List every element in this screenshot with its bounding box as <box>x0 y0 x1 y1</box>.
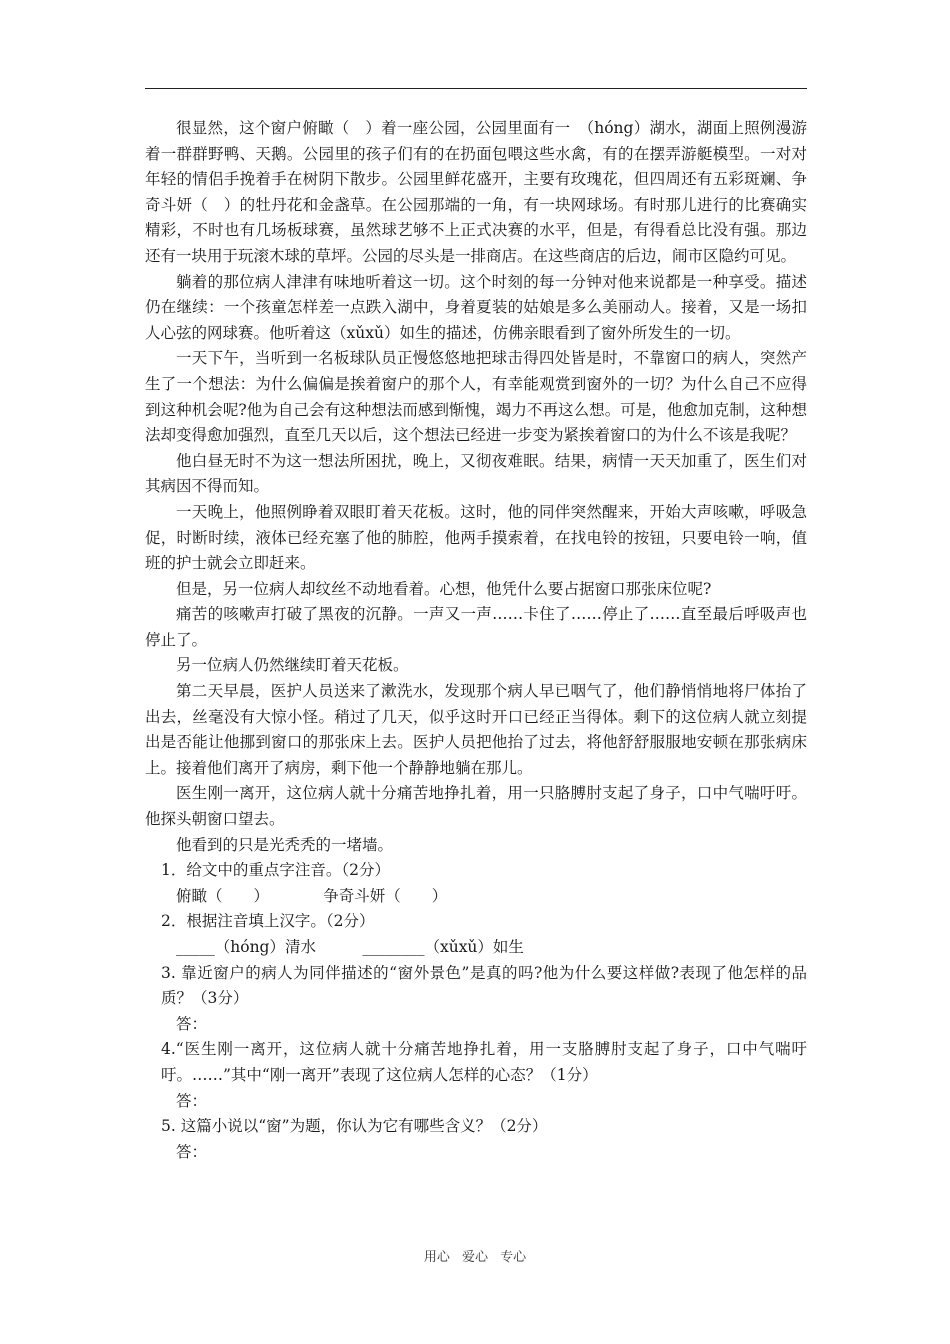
paragraph: 第二天早晨，医护人员送来了漱洗水，发现那个病人早已咽气了，他们静悄悄地将尸体抬了出去，丝毫没有大惊小怪。稍过了几天，似乎这时开口已经正当得体。剩下的这位病人就立刻提出是否能让他挪到窗口的那张床上去。医护人员把他抬了过去，将他舒舒服服地安顿在那张病床上。接着他们离开了病房，剩下他一个静静地躺在那儿。 <box>145 682 807 777</box>
question-5: 5. 这篇小说以“窗”为题，你认为它有哪些含义？（2分） <box>161 1117 548 1136</box>
paragraph: 但是，另一位病人却纹丝不动地看着。心想，他凭什么要占据窗口那张床位呢? <box>176 579 712 598</box>
paragraph: 一天晚上，他照例睁着双眼盯着天花板。这时，他的同伴突然醒来，开始大声咳嗽，呼吸急促，时断时续，液体已经充塞了他的肺腔，他两手摸索着，在找电铃的按钮，只要电铃一响，值班的护士就会立即赶来。 <box>145 502 807 573</box>
question-3: 3. 靠近窗户的病人为同伴描述的“窗外景色”是真的吗?他为什么要这样做?表现了他怎样的品质？（3分） <box>161 963 807 1008</box>
header-rule <box>145 88 807 89</box>
paragraph: 他看到的只是光秃秃的一堵墙。 <box>176 835 394 854</box>
paragraph: 他白昼无时不为这一想法所困扰，晚上，又彻夜难眠。结果，病情一天天加重了，医生们对其病因不得而知。 <box>145 451 807 496</box>
answer-line-1: 俯瞰（ ） 争奇斗妍（ ） <box>176 886 448 905</box>
page-footer: 用心 爱心 专心 <box>423 1250 527 1265</box>
paragraph: 很显然，这个窗户俯瞰（ ）着一座公园，公园里面有一 （hóng）湖水，湖面上照例漫游着一群群野鸭、天鹅。公园里的孩子们有的在扔面包喂这些水禽，有的在摆弄游艇模型。一对对年轻的情侣手挽着手在树阴下散步。公园里鲜花盛开，主要有玫瑰花，但四周还有五彩斑斓、争奇斗妍（ ）的牡丹花和金盏草。在公园那端的一角，有一块网球场。有时那儿进行的比赛确实精彩，不时也有几场板球赛，虽然球艺够不上正式决赛的水平，但是，有得看总比没有强。那边还有一块用于玩滚木球的草坪。公园的尽头是一排商店。在这些商店的后边，闹市区隐约可见。 <box>145 119 807 265</box>
paragraph: 一天下午，当听到一名板球队员正慢悠悠地把球击得四处皆是时，不靠窗口的病人，突然产生了一个想法：为什么偏偏是挨着窗户的那个人，有幸能观赏到窗外的一切？为什么自己不应得到这种机会呢?他为自己会有这种想法而感到惭愧，竭力不再这么想。可是，他愈加克制，这种想法却变得愈加强烈，直至几天以后，这个想法已经进一步变为紧挨着窗口的为什么不该是我呢？ <box>145 349 807 445</box>
document-body <box>145 116 807 1165</box>
paragraph: 躺着的那位病人津津有味地听着这一切。这个时刻的每一分钟对他来说都是一种享受。描述仍在继续：一个孩童怎样差一点跌入湖中，身着夏装的姑娘是多么美丽动人。接着，又是一场扣人心弦的网球赛。他听着这（xǔxǔ）如生的描述，仿佛亲眼看到了窗外所发生的一切。 <box>145 272 807 342</box>
answer-line-2: _____（hóng）清水 ________（xǔxǔ）如生 <box>176 938 524 956</box>
question-4: 4.“医生刚一离开，这位病人就十分痛苦地挣扎着，用一支胳膊肘支起了身子，口中气喘吁吁。……”其中“刚一离开”表现了这位病人怎样的心态？（1分） <box>161 1040 807 1084</box>
question-2: 2．根据注音填上汉字。（2分） <box>161 912 375 931</box>
paragraph: 另一位病人仍然继续盯着天花板。 <box>176 656 409 675</box>
paragraph: 医生刚一离开，这位病人就十分痛苦地挣扎着，用一只胳膊肘支起了身子，口中气喘吁吁。他探头朝窗口望去。 <box>145 784 807 829</box>
answer-line-4: 答： <box>176 1091 208 1110</box>
paragraph: 痛苦的咳嗽声打破了黑夜的沉静。一声又一声……卡住了……停止了……直至最后呼吸声也停止了。 <box>145 605 807 649</box>
answer-line-5: 答： <box>176 1142 208 1161</box>
question-1: 1．给文中的重点字注音。（2分） <box>161 861 390 880</box>
answer-line-3: 答： <box>176 1014 208 1033</box>
